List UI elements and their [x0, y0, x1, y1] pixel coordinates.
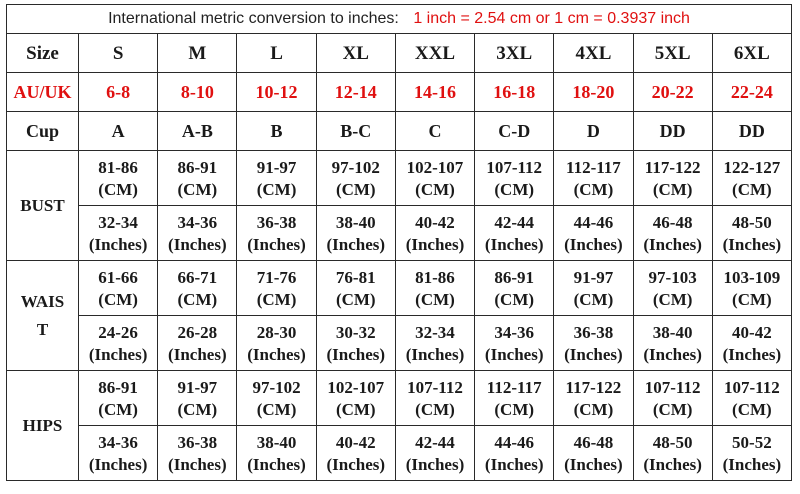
size-cell: 3XL — [475, 34, 554, 73]
unit-label: (Inches) — [564, 344, 623, 364]
range-value: 103-109 — [723, 267, 781, 287]
range-value: 40-42 — [732, 322, 772, 342]
range-value: 91-97 — [177, 377, 218, 397]
waist-cm-cell — [79, 261, 158, 316]
unit-label: (CM) — [573, 289, 614, 309]
range-value: 61-66 — [98, 267, 138, 287]
waist-cm-cell — [475, 261, 554, 316]
waist-inches-cell — [554, 316, 633, 371]
size-label: Size — [7, 34, 79, 73]
waist-cm-cell — [712, 261, 791, 316]
title-conversion-note: 1 inch = 2.54 cm or 1 cm = 0.3937 inch — [413, 10, 690, 27]
waist-cm-cell — [316, 261, 395, 316]
unit-label: (CM) — [494, 179, 535, 199]
size-cell: L — [237, 34, 316, 73]
unit-label: (CM) — [415, 399, 455, 419]
range-value: 36-38 — [573, 322, 614, 342]
hips-cm-cell — [633, 371, 712, 426]
waist-cm-cell — [237, 261, 316, 316]
range-value: 86-91 — [177, 157, 218, 177]
range-value: 24-26 — [98, 322, 138, 342]
range-value: 50-52 — [732, 432, 772, 452]
bust-inches-cell — [395, 206, 474, 261]
bust-cm-cell — [237, 151, 316, 206]
unit-label: (CM) — [335, 179, 376, 199]
waist-label-text: WAIS T — [20, 292, 65, 339]
range-value: 86-91 — [494, 267, 535, 287]
waist-inches-cell — [633, 316, 712, 371]
hips-cm-cell — [554, 371, 633, 426]
waist-cm-cell — [554, 261, 633, 316]
range-value: 34-36 — [494, 322, 535, 342]
waist-cm-cell — [633, 261, 712, 316]
waist-inches-cell — [475, 316, 554, 371]
range-value: 32-34 — [415, 322, 455, 342]
range-value: 42-44 — [415, 432, 455, 452]
range-value: 102-107 — [327, 377, 385, 397]
unit-label: (Inches) — [405, 454, 465, 474]
waist-inches-cell — [316, 316, 395, 371]
unit-label: (Inches) — [88, 454, 148, 474]
waist-cm-cell — [158, 261, 237, 316]
range-value: 48-50 — [652, 432, 693, 452]
range-value: 112-117 — [566, 157, 621, 177]
size-cell: XXL — [395, 34, 474, 73]
bust-cm-cell — [158, 151, 237, 206]
unit-label: (CM) — [494, 289, 535, 309]
waist-inches-cell — [237, 316, 316, 371]
unit-label: (CM) — [256, 399, 297, 419]
waist-inches-cell — [79, 316, 158, 371]
range-value: 117-122 — [565, 377, 622, 397]
hips-inches-cell — [395, 426, 474, 481]
bust-inches-cell — [158, 206, 237, 261]
size-row — [7, 34, 792, 73]
hips-inches-cell — [158, 426, 237, 481]
hips-cm-cell — [158, 371, 237, 426]
waist-inches-row — [7, 316, 792, 371]
unit-label: (Inches) — [643, 234, 702, 254]
unit-label: (CM) — [652, 289, 693, 309]
hips-cm-cell — [79, 371, 158, 426]
hips-cm-row — [7, 371, 792, 426]
bust-cm-cell — [633, 151, 712, 206]
range-value: 97-103 — [648, 267, 697, 287]
range-value: 46-48 — [652, 212, 693, 232]
range-value: 91-97 — [256, 157, 297, 177]
hips-inches-cell — [633, 426, 712, 481]
range-value: 122-127 — [723, 157, 781, 177]
unit-label: (Inches) — [247, 234, 306, 254]
range-value: 91-97 — [573, 267, 614, 287]
range-value: 46-48 — [573, 432, 614, 452]
unit-label: (Inches) — [247, 344, 306, 364]
waist-inches-cell — [158, 316, 237, 371]
unit-label: (Inches) — [405, 344, 465, 364]
au-uk-cell: 6-8 — [79, 73, 158, 112]
unit-label: (Inches) — [722, 344, 782, 364]
size-cell: S — [79, 34, 158, 73]
cup-cell: C — [395, 112, 474, 151]
table-title — [7, 5, 792, 34]
size-cell: 5XL — [633, 34, 712, 73]
hips-inches-cell — [79, 426, 158, 481]
au-uk-cell: 8-10 — [158, 73, 237, 112]
hips-inches-cell — [475, 426, 554, 481]
bust-cm-cell — [395, 151, 474, 206]
unit-label: (CM) — [256, 179, 297, 199]
au-uk-cell: 16-18 — [475, 73, 554, 112]
unit-label: (CM) — [732, 399, 772, 419]
hips-label-text: HIPS — [22, 415, 63, 435]
unit-label: (CM) — [335, 289, 376, 309]
unit-label: (Inches) — [484, 454, 544, 474]
hips-cm-cell — [475, 371, 554, 426]
bust-label-text: BUST — [20, 195, 65, 215]
bust-cm-cell — [475, 151, 554, 206]
hips-inches-cell — [712, 426, 791, 481]
hips-cm-cell — [316, 371, 395, 426]
cup-cell: A-B — [158, 112, 237, 151]
unit-label: (Inches) — [722, 234, 782, 254]
unit-label: (CM) — [494, 399, 535, 419]
unit-label: (CM) — [256, 289, 297, 309]
bust-cm-cell — [79, 151, 158, 206]
range-value: 42-44 — [494, 212, 535, 232]
size-cell: 6XL — [712, 34, 791, 73]
cup-cell: DD — [712, 112, 791, 151]
range-value: 97-102 — [331, 157, 380, 177]
range-value: 38-40 — [256, 432, 297, 452]
range-value: 76-81 — [335, 267, 376, 287]
unit-label: (CM) — [732, 289, 772, 309]
range-value: 30-32 — [335, 322, 376, 342]
unit-label: (CM) — [652, 399, 693, 419]
unit-label: (Inches) — [168, 344, 227, 364]
range-value: 81-86 — [98, 157, 138, 177]
unit-label: (CM) — [573, 179, 614, 199]
waist-cm-cell — [395, 261, 474, 316]
hips-cm-cell — [712, 371, 791, 426]
bust-inches-cell — [79, 206, 158, 261]
unit-label: (Inches) — [88, 234, 148, 254]
hips-inches-cell — [316, 426, 395, 481]
au-uk-cell: 18-20 — [554, 73, 633, 112]
cup-cell: C-D — [475, 112, 554, 151]
unit-label: (CM) — [98, 289, 138, 309]
range-value: 48-50 — [732, 212, 772, 232]
unit-label: (CM) — [177, 289, 218, 309]
range-value: 97-102 — [252, 377, 301, 397]
range-value: 107-112 — [724, 377, 780, 397]
bust-cm-cell — [554, 151, 633, 206]
range-value: 34-36 — [98, 432, 138, 452]
unit-label: (Inches) — [564, 454, 623, 474]
range-value: 40-42 — [415, 212, 455, 232]
unit-label: (CM) — [732, 179, 772, 199]
size-chart — [6, 4, 792, 488]
bust-inches-cell — [237, 206, 316, 261]
range-value: 107-112 — [407, 377, 463, 397]
unit-label: (CM) — [415, 289, 455, 309]
hips-inches-row — [7, 426, 792, 481]
range-value: 66-71 — [177, 267, 218, 287]
waist-inches-cell — [712, 316, 791, 371]
unit-label: (Inches) — [484, 234, 544, 254]
range-value: 38-40 — [652, 322, 693, 342]
range-value: 44-46 — [573, 212, 614, 232]
range-value: 38-40 — [335, 212, 376, 232]
range-value: 32-34 — [98, 212, 138, 232]
bust-inches-cell — [475, 206, 554, 261]
range-value: 86-91 — [98, 377, 138, 397]
bust-inches-cell — [712, 206, 791, 261]
bust-inches-row — [7, 206, 792, 261]
range-value: 36-38 — [256, 212, 297, 232]
au-uk-cell: 20-22 — [633, 73, 712, 112]
unit-label: (Inches) — [326, 454, 386, 474]
range-value: 117-122 — [644, 157, 701, 177]
cup-cell: A — [79, 112, 158, 151]
size-cell: XL — [316, 34, 395, 73]
bust-cm-row — [7, 151, 792, 206]
unit-label: (CM) — [98, 179, 138, 199]
cup-cell: D — [554, 112, 633, 151]
waist-inches-cell — [395, 316, 474, 371]
bust-cm-cell — [712, 151, 791, 206]
unit-label: (CM) — [415, 179, 455, 199]
bust-inches-cell — [633, 206, 712, 261]
range-value: 36-38 — [177, 432, 218, 452]
range-value: 107-112 — [644, 377, 701, 397]
range-value: 40-42 — [335, 432, 376, 452]
unit-label: (Inches) — [643, 454, 702, 474]
unit-label: (Inches) — [326, 234, 386, 254]
hips-label — [7, 371, 79, 481]
size-cell: 4XL — [554, 34, 633, 73]
bust-cm-cell — [316, 151, 395, 206]
hips-cm-cell — [237, 371, 316, 426]
cup-label: Cup — [7, 112, 79, 151]
unit-label: (CM) — [652, 179, 693, 199]
range-value: 34-36 — [177, 212, 218, 232]
unit-label: (Inches) — [643, 344, 702, 364]
au-uk-cell: 10-12 — [237, 73, 316, 112]
cup-cell: B-C — [316, 112, 395, 151]
unit-label: (Inches) — [722, 454, 782, 474]
unit-label: (Inches) — [484, 344, 544, 364]
unit-label: (CM) — [98, 399, 138, 419]
au-uk-cell: 12-14 — [316, 73, 395, 112]
unit-label: (Inches) — [88, 344, 148, 364]
cup-cell: DD — [633, 112, 712, 151]
unit-label: (Inches) — [326, 344, 386, 364]
hips-cm-cell — [395, 371, 474, 426]
unit-label: (CM) — [573, 399, 614, 419]
au-uk-cell: 14-16 — [395, 73, 474, 112]
hips-inches-cell — [554, 426, 633, 481]
size-cell: M — [158, 34, 237, 73]
unit-label: (CM) — [177, 179, 218, 199]
bust-label — [7, 151, 79, 261]
bust-inches-cell — [554, 206, 633, 261]
au-uk-cell: 22-24 — [712, 73, 791, 112]
range-value: 102-107 — [406, 157, 464, 177]
range-value: 28-30 — [256, 322, 297, 342]
unit-label: (Inches) — [405, 234, 465, 254]
range-value: 26-28 — [177, 322, 218, 342]
unit-label: (CM) — [335, 399, 376, 419]
range-value: 44-46 — [494, 432, 535, 452]
range-value: 112-117 — [486, 377, 542, 397]
waist-label — [7, 261, 79, 371]
range-value: 107-112 — [486, 157, 543, 177]
unit-label: (Inches) — [564, 234, 623, 254]
title-text: International metric conversion to inches: — [108, 10, 399, 27]
bust-inches-cell — [316, 206, 395, 261]
cup-cell: B — [237, 112, 316, 151]
unit-label: (CM) — [177, 399, 218, 419]
range-value: 81-86 — [415, 267, 455, 287]
hips-inches-cell — [237, 426, 316, 481]
au-uk-label: AU/UK — [7, 73, 79, 112]
unit-label: (Inches) — [168, 454, 227, 474]
cup-row — [7, 112, 792, 151]
range-value: 71-76 — [256, 267, 297, 287]
unit-label: (Inches) — [247, 454, 306, 474]
waist-cm-row — [7, 261, 792, 316]
unit-label: (Inches) — [168, 234, 227, 254]
size-conversion-table — [6, 4, 792, 481]
au-uk-row — [7, 73, 792, 112]
